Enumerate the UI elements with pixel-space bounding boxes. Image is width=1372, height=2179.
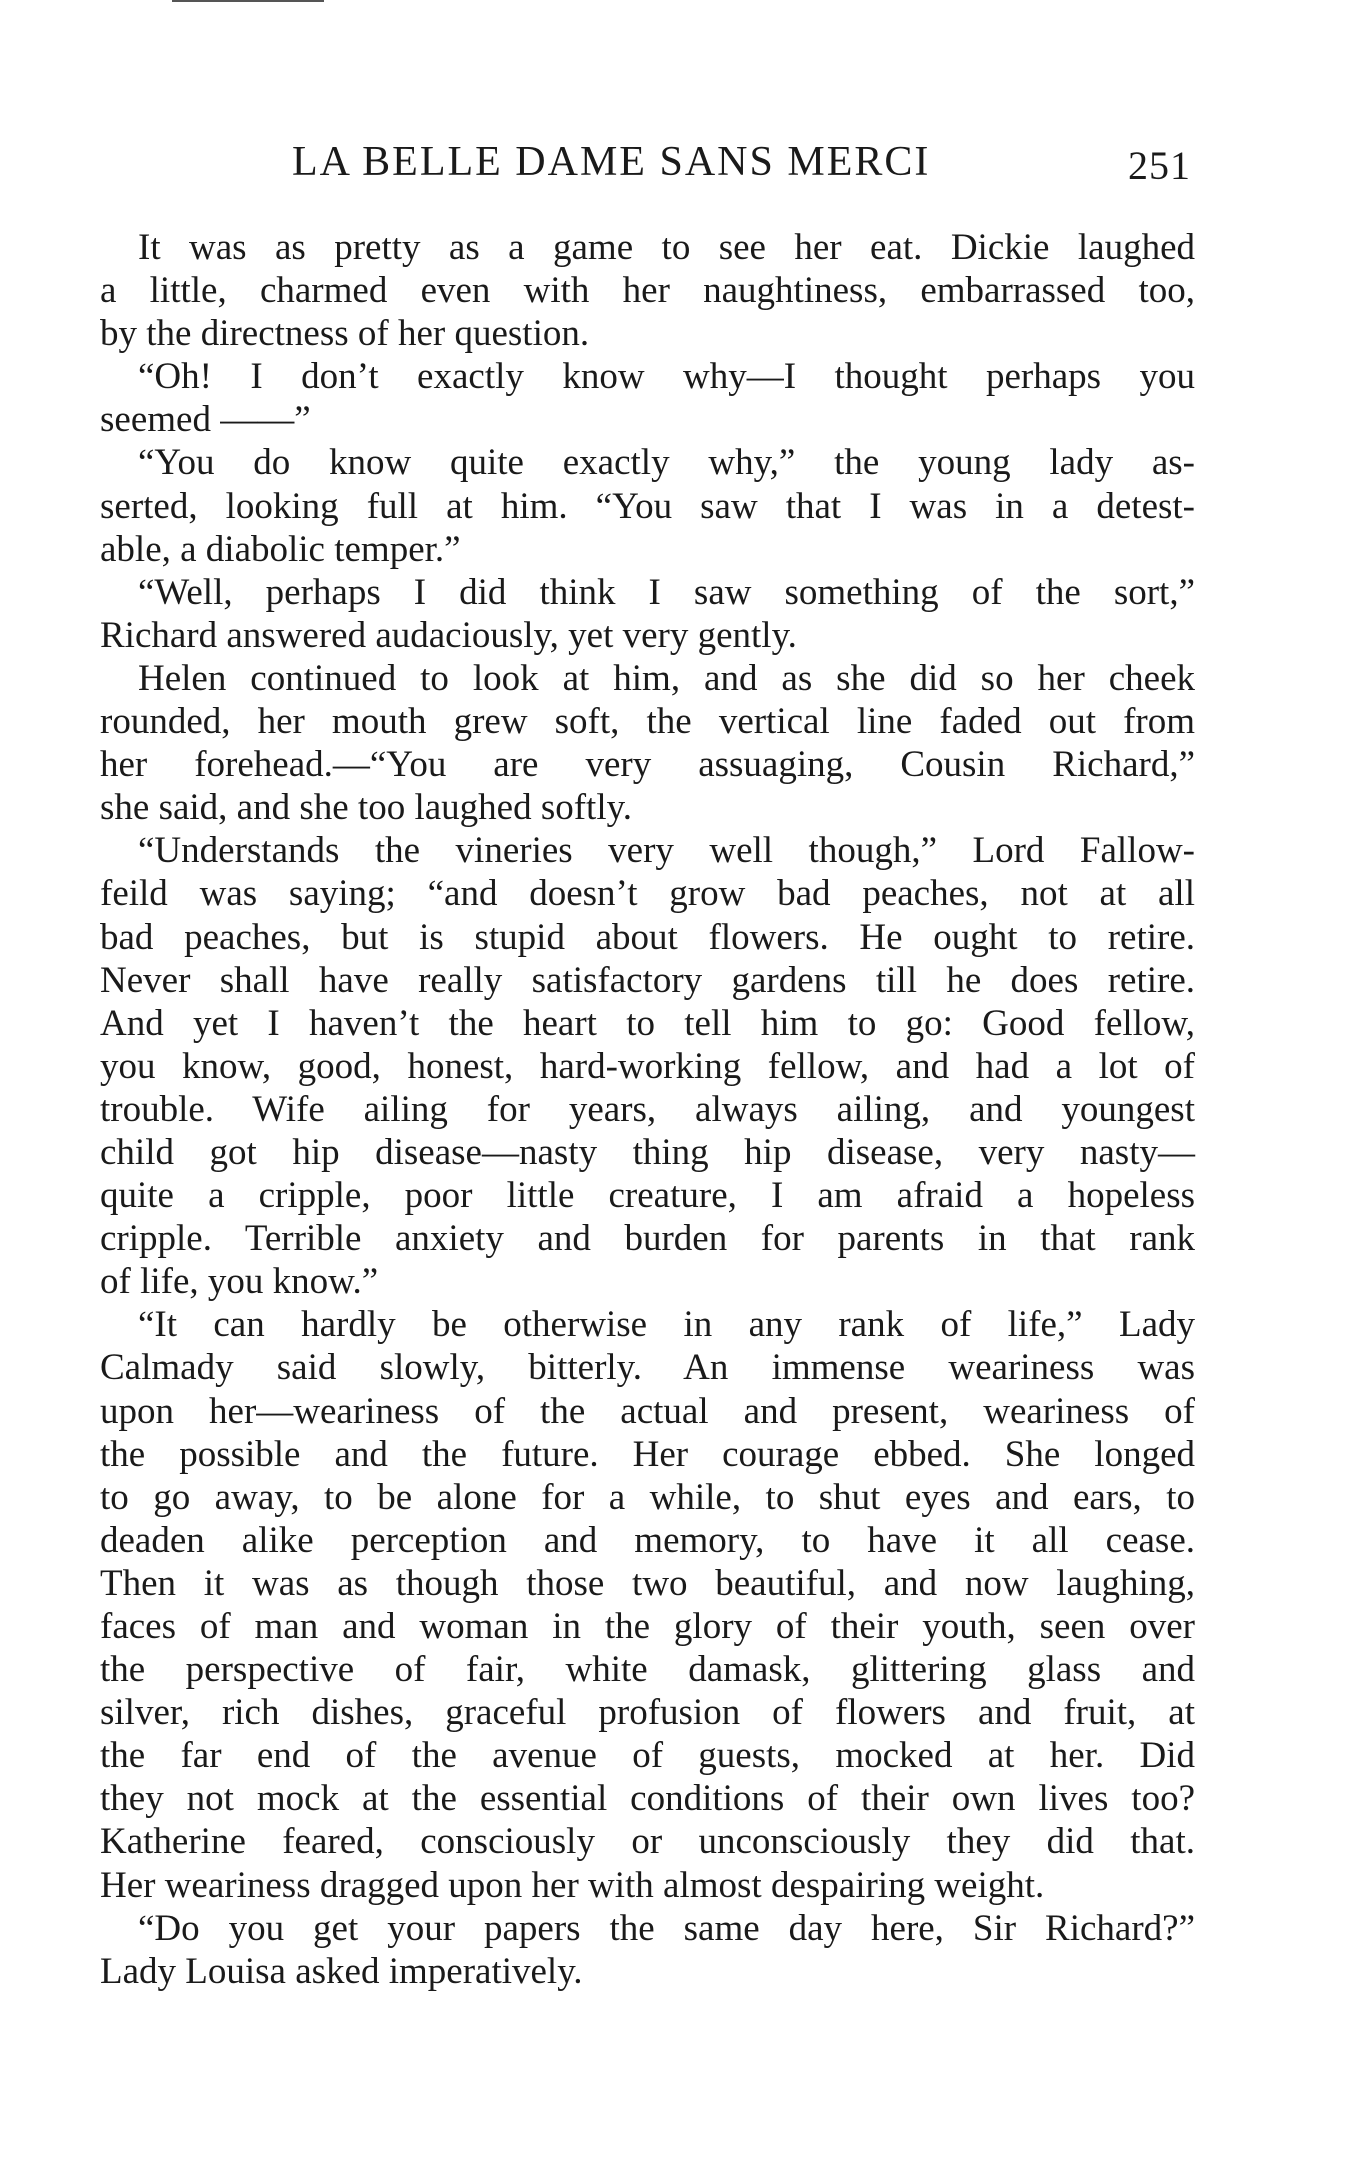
text-line: faces of man and woman in the glory of their youth, seen over [100,1606,1195,1647]
text-line: you know, good, honest, hard-working fellow, and had a lot of [100,1045,1195,1087]
text-line: bad peaches, but is stupid about flowers. He ought to retire. [100,916,1195,958]
page-number: 251 [1128,143,1191,188]
text-line: they not mock at the essential conditions of their own lives too? [100,1778,1195,1820]
text-line: trouble. Wife ailing for years, always ailing, and youngest [100,1088,1195,1130]
text-line: of life, you know.” [100,1261,379,1303]
text-line: upon her—weariness of the actual and present, weariness of [100,1390,1195,1432]
running-title: LA BELLE DAME SANS MERCI [292,139,931,185]
text-line: Her weariness dragged upon her with almost despairing weight. [100,1864,1045,1906]
text-line: able, a diabolic temper.” [100,528,461,570]
text-line: And yet I haven’t the heart to tell him to go: Good fellow, [100,1002,1195,1044]
body-text [100,226,1195,1993]
text-line: the possible and the future. Her courage ebbed. She longed [100,1433,1195,1475]
text-line: quite a cripple, poor little creature, I am afraid a hopeless [100,1175,1195,1217]
text-line: the perspective of fair, white damask, glittering glass and [100,1649,1195,1691]
text-line: Lady Louisa asked imperatively. [100,1950,583,1992]
text-line: rounded, her mouth grew soft, the vertical line faded out from [100,701,1195,743]
text-line: “Understands the vineries very well though,” Lord Fallow- [138,830,1195,872]
text-line: Helen continued to look at him, and as she did so her cheek [138,657,1195,699]
text-line: to go away, to be alone for a while, to shut eyes and ears, to [100,1476,1195,1518]
top-rule [172,0,324,2]
text-line: serted, looking full at him. “You saw that I was in a detest- [100,485,1195,527]
text-line: the far end of the avenue of guests, mocked at her. Did [100,1735,1195,1777]
text-line: feild was saying; “and doesn’t grow bad peaches, not at all [100,873,1195,915]
text-line: her forehead.—“You are very assuaging, Cousin Richard,” [100,744,1195,786]
text-line: Katherine feared, consciously or unconsciously they did that. [100,1821,1195,1863]
text-line: cripple. Terrible anxiety and burden for parents in that rank [100,1218,1195,1260]
text-line: seemed ——” [100,399,311,441]
text-line: “Well, perhaps I did think I saw something of the sort,” [138,571,1195,613]
text-line: Calmady said slowly, bitterly. An immense weariness was [100,1347,1195,1389]
text-line: “You do know quite exactly why,” the young lady as- [138,442,1195,484]
text-line: “It can hardly be otherwise in any rank of life,” Lady [138,1304,1195,1346]
text-line: Then it was as though those two beautiful, and now laughing, [100,1562,1195,1604]
text-line: “Oh! I don’t exactly know why—I thought perhaps you [138,356,1195,398]
text-line: It was as pretty as a game to see her eat. Dickie laughed [138,227,1195,268]
text-line: deaden alike perception and memory, to have it all cease. [100,1519,1195,1561]
text-line: “Do you get your papers the same day here, Sir Richard?” [138,1907,1195,1949]
text-line: silver, rich dishes, graceful profusion of flowers and fruit, at [100,1692,1195,1734]
text-line: a little, charmed even with her naughtiness, embarrassed too, [100,270,1195,312]
text-line: Never shall have really satisfactory gardens till he does retire. [100,959,1195,1001]
text-line: by the directness of her question. [100,313,590,355]
text-line: child got hip disease—nasty thing hip disease, very nasty— [100,1131,1195,1173]
text-line: she said, and she too laughed softly. [100,787,632,829]
text-line: Richard answered audaciously, yet very gently. [100,614,797,656]
